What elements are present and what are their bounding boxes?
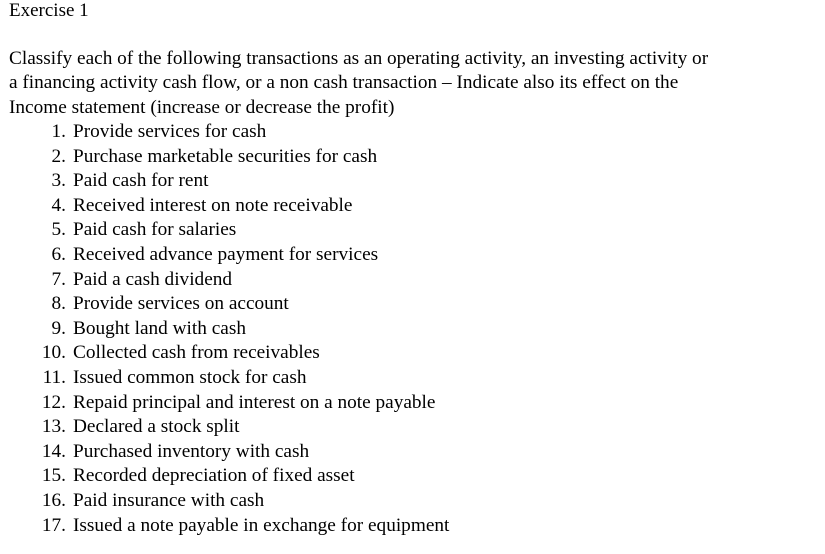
item-number: 9. (51, 317, 66, 339)
item-number: 8. (51, 293, 66, 315)
item-text: Issued common stock for cash (73, 366, 307, 388)
item-number: 15. (41, 465, 66, 487)
item-text: Collected cash from receivables (73, 342, 320, 364)
item-number: 3. (51, 170, 66, 192)
item-text: Received advance payment for services (73, 243, 379, 265)
item-number: 12. (41, 391, 66, 413)
item-number: 5. (51, 219, 66, 241)
item-number: 7. (51, 268, 66, 290)
item-text: Paid insurance with cash (73, 489, 265, 511)
item-number: 10. (41, 342, 66, 364)
item-text: Paid cash for salaries (73, 219, 237, 241)
item-number: 1. (51, 121, 66, 142)
item-text: Issued a note payable in exchange for equipment (73, 514, 450, 536)
item-text: Provide services for cash (73, 121, 267, 142)
exercise-title: Exercise 1 (9, 0, 89, 21)
item-number: 17. (41, 514, 66, 536)
item-text: Paid cash for rent (73, 170, 209, 192)
item-text: Purchase marketable securities for cash (73, 145, 378, 167)
item-text: Bought land with cash (73, 317, 246, 339)
instructions-line-1: Classify each of the following transactions as an operating activity, an investing activity or (9, 48, 709, 69)
item-number: 13. (41, 416, 66, 438)
item-text: Purchased inventory with cash (73, 440, 310, 462)
item-text: Repaid principal and interest on a note payable (73, 391, 436, 413)
item-number: 6. (51, 243, 66, 265)
item-text: Received interest on note receivable (73, 194, 353, 216)
instructions-line-2: a financing activity cash flow, or a non cash transaction – Indicate also its effect on the (9, 72, 679, 94)
instructions-line-3: Income statement (increase or decrease the profit) (9, 96, 395, 118)
item-number: 2. (51, 145, 66, 167)
item-number: 14. (41, 440, 66, 462)
item-number: 11. (42, 366, 66, 388)
item-text: Declared a stock split (73, 416, 240, 438)
item-number: 16. (41, 489, 66, 511)
instructions-paragraph (9, 47, 819, 120)
item-text: Paid a cash dividend (73, 268, 233, 290)
item-text: Provide services on account (73, 293, 289, 315)
item-text: Recorded depreciation of fixed asset (73, 465, 355, 487)
item-number: 4. (51, 194, 66, 216)
